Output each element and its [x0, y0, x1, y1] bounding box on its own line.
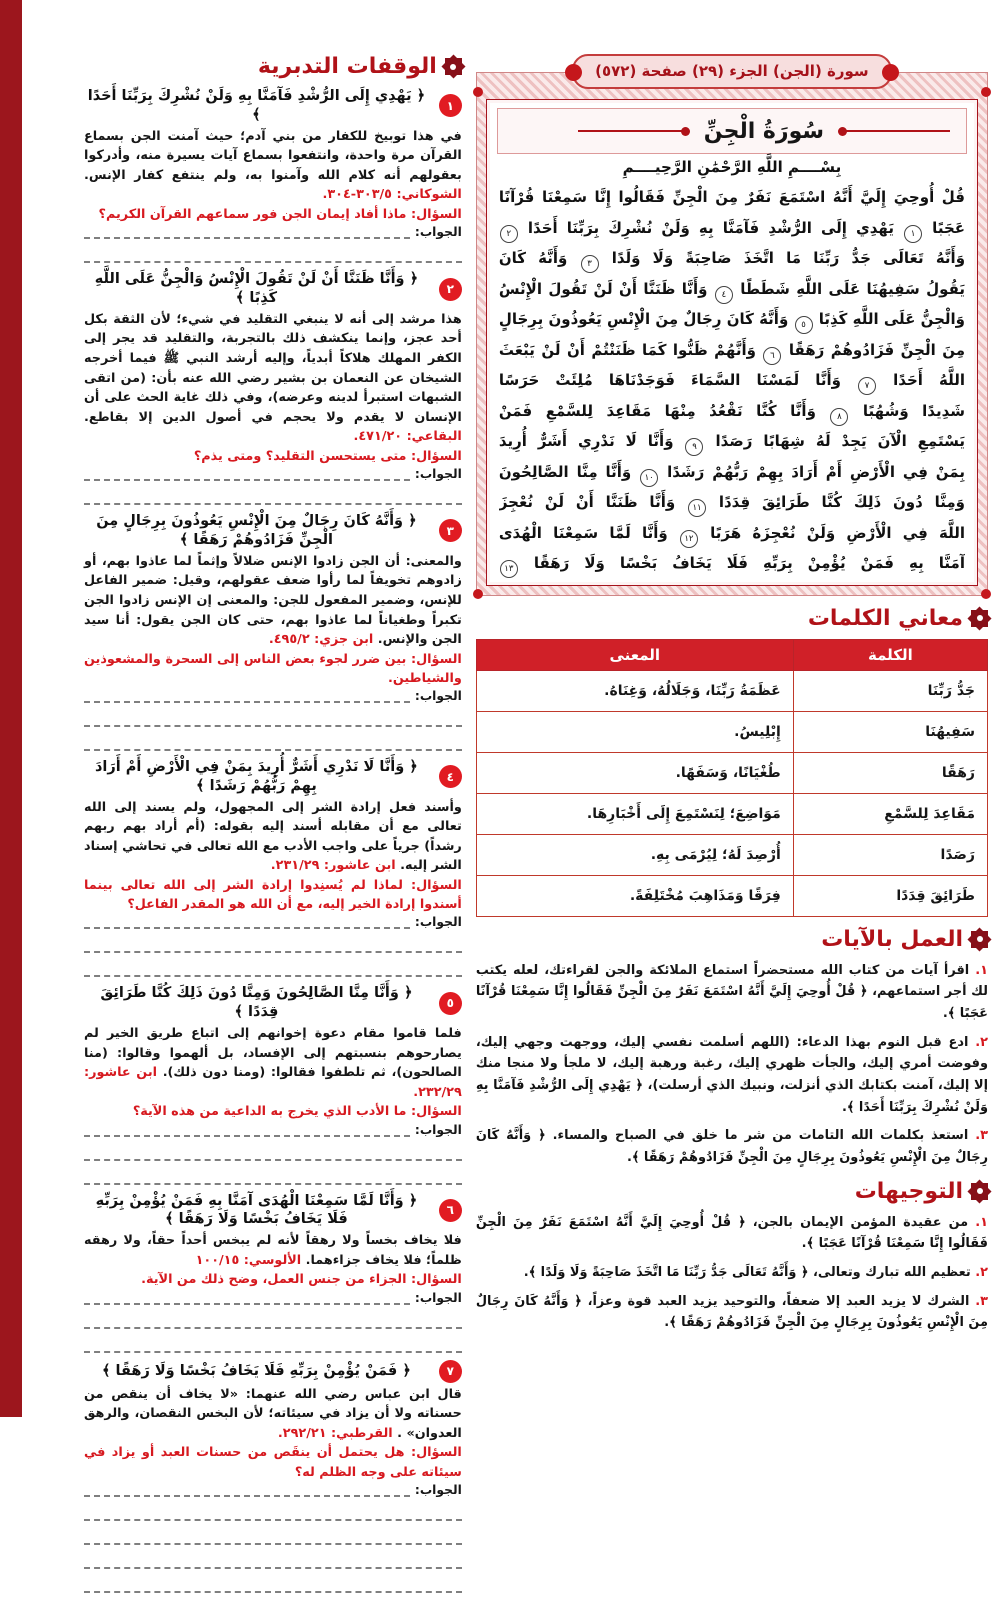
rosette-icon — [971, 931, 988, 948]
mushaf-line: اللَّهُ أَحَدًا ٧ وَأَنَّا لَمَسْنَا السَّمَاءَ فَوَجَدْنَاهَا مُلِئَتْ حَرَسًا — [499, 365, 965, 396]
word-meaning-row — [476, 793, 987, 834]
ornament-icon — [578, 130, 688, 132]
question-label: السؤال: — [410, 448, 462, 464]
source-reference: البقاعي: ٤٧١/٢٠. — [353, 429, 462, 445]
word-meanings-rows — [476, 670, 987, 916]
question-text — [84, 205, 462, 224]
item-number-badge: ٣ — [439, 519, 462, 542]
ayah-quote: ﴿ يَهْدِي إِلَى الرُّشْدِ فَآمَنَّا بِهِ وَلَنْ نُشْرِكَ بِرَبِّنَا أَحَدًا ﴾ — [87, 88, 426, 123]
ayah-quote-row — [84, 984, 462, 1022]
word-meanings-table — [476, 639, 988, 917]
ayah-number-marker: ٣ — [581, 255, 599, 273]
tadabbur-items — [84, 87, 462, 1593]
item-commentary — [84, 1385, 462, 1444]
quran-column — [476, 54, 988, 1600]
item-suffix: . — [942, 1005, 948, 1021]
question-body: هل يحتمل أن ينقَص من حسنات العبد أو يزاد في سيئاته على وجه الظلم له؟ — [84, 1445, 462, 1480]
answer-label: الجواب: — [414, 915, 462, 930]
question-text — [84, 876, 462, 914]
section-title-tawjihat: التوجيهات — [854, 1178, 963, 1204]
answer-row — [84, 1290, 462, 1305]
mushaf-line: عَجَبًا ١ يَهْدِي إِلَى الرُّشْدِ فَآمَنَّا بِهِ وَلَنْ نُشْرِكَ بِرَبِّنَا أَحَدًا ٢ — [499, 213, 965, 244]
mushaf-page — [486, 99, 978, 586]
mushaf-line: بِمَنْ فِي الْأَرْضِ أَمْ أَرَادَ بِهِمْ رَبُّهُمْ رَشَدًا ١٠ وَأَنَّا مِنَّا الصَّالِحُونَ — [499, 457, 965, 488]
item-commentary — [84, 127, 462, 205]
question-label: السؤال: — [410, 1104, 462, 1120]
answer-blank-line — [84, 1290, 410, 1305]
commentary-text: فلما قاموا مقام دعوة إخوانهم إلى اتباع طريق الخير لم يصارحوهم بنسبتهم إلى الإفساد، بل ألهموا وقالوا: (منا الصالحون)، ثم تلطفوا فقالوا: (ومنا دون ذلك). — [84, 1026, 462, 1081]
word-cell: رَصَدًا — [793, 834, 987, 875]
word-meaning-row — [476, 752, 987, 793]
answer-blank-line — [84, 1521, 462, 1545]
item-number: ٢. — [975, 1034, 988, 1050]
ayah-number-marker: ٤ — [715, 286, 733, 304]
mushaf-line: وَأَنَّهُ تَعَالَى جَدُّ رَبِّنَا مَا اتَّخَذَ صَاحِبَةً وَلَا وَلَدًا ٣ وَأَنَّهُ كَانَ — [499, 243, 965, 274]
answer-row — [84, 1482, 462, 1497]
ayah-quote: ﴿ وَأَنَّهُ كَانَ رِجَالٌ مِنَ الْإِنْسِ يَعُوذُونَ بِرِجَالٍ مِنَ الْجِنِّ فَزَادُوهُمْ رَهَقًا ﴾ — [96, 513, 417, 548]
answer-label: الجواب: — [414, 1122, 462, 1137]
page-edge-strip — [0, 0, 22, 1417]
meaning-cell: أُرْصِدَ لَهُ؛ لِيُرْمَى بِهِ. — [476, 834, 793, 875]
section-title-tadabbur: الوقفات التدبرية — [257, 54, 437, 79]
item-suffix: . — [626, 1149, 632, 1165]
answer-label: الجواب: — [414, 1290, 462, 1305]
ayah-quote: ﴿ وَأَنَّا لَمَّا سَمِعْنَا الْهُدَى آمَنَّا بِهِ فَمَنْ يُؤْمِنْ بِرَبِّهِ فَلَا يَخَافُ بَخْسًا وَلَا رَهَقًا ﴾ — [95, 1192, 418, 1228]
word-cell: طَرَائِقَ قِدَدًا — [793, 875, 987, 916]
section-header-amal — [476, 927, 988, 952]
commentary-text: وأسند فعل إرادة الشر إلى المجهول، ولم يسند إلى الله تعالى مع أن مقابله أسند إليه بقوله: (أم أراد بهم ربهم رشداً) جرياً على واجب الأدب مع الله تعالى في تحاشي إسناد الشر إليه. — [84, 799, 462, 874]
ayah-number-marker: ٩ — [685, 438, 703, 456]
ayah-quote-row — [84, 1360, 462, 1383]
question-body: الجزاء من جنس العمل، وضح ذلك من الآية. — [141, 1272, 407, 1288]
tawjihat-item — [476, 1262, 988, 1284]
word-cell: مَقَاعِدَ لِلسَّمْعِ — [793, 793, 987, 834]
item-text: ادع قبل النوم بهذا الدعاء: (اللهم أسلمت نفسي إليك، ووجهت وجهي إليك، وفوضت أمري إليك، والجأت ظهري إليك، رغبة ورهبة إليك، لا ملجأ ولا منجا منك إلا إليك، آمنت بكتابك الذي أنزلت، ونبيك الذي أرسلت)، — [475, 1034, 988, 1093]
question-body: ماذا أفاد إيمان الجن فور سماعهم القرآن الكريم؟ — [98, 207, 407, 222]
answer-blank-line — [84, 1122, 410, 1137]
answer-blank-line — [84, 1482, 410, 1497]
ayah-number-marker: ٥ — [795, 316, 813, 334]
question-text — [84, 1443, 462, 1481]
answer-label: الجواب: — [414, 225, 462, 240]
question-body: متى يستحسن التقليد؟ ومتى يذم؟ — [193, 448, 407, 464]
item-text: اقرأ آيات من كتاب الله مستحضراً استماع الملائكة والجن لقراءتك، لعله يكتب لك أجر استماعهم، — [475, 962, 988, 1000]
mushaf-line: آمَنَّا بِهِ فَمَنْ يُؤْمِنْ بِرَبِّهِ فَلَا يَخَافُ بَخْسًا وَلَا رَهَقًا ١٣ — [499, 548, 965, 579]
section-header-word-meanings — [476, 606, 988, 631]
item-number-badge: ٧ — [439, 1360, 462, 1383]
answer-blank-line — [84, 1497, 462, 1521]
question-text — [84, 650, 462, 688]
item-text: الشرك لا يزيد العبد إلا ضعفاً، والتوحيد يزيد العبد قوة وعزاً، — [581, 1293, 970, 1309]
commentary-text: والمعنى: أن الجن زادوا الإنس ضلالاً وإثماً لما عاذوا بهم، أو زادوهم تخويفاً لما رأوا ضعف عقولهم، وقيل: ضمير الفاعل للإنس، وضمير المفعول للجن: والمعنى إن الإنس زادوا الجن تكبراً وطغياناً لما عاذوا بهم، حتى كان الجن يقول: أنا سيد الجن والإنس. — [84, 553, 462, 648]
item-number-badge: ١ — [439, 94, 462, 117]
answer-row — [84, 224, 462, 239]
word-meaning-row — [476, 834, 987, 875]
mushaf-line: شَدِيدًا وَشُهُبًا ٨ وَأَنَّا كُنَّا نَقْعُدُ مِنْهَا مَقَاعِدَ لِلسَّمْعِ فَمَنْ — [499, 396, 965, 427]
ayah-number-marker: ٢ — [500, 225, 518, 243]
ayah-number-marker: ١ — [904, 225, 922, 243]
item-number-badge: ٥ — [439, 992, 462, 1015]
answer-blank-line — [84, 953, 462, 977]
inline-ayah-quote: ﴿ قُلْ أُوحِيَ إِلَيَّ أَنَّهُ اسْتَمَعَ نَفَرٌ مِنَ الْجِنِّ فَقَالُوا إِنَّا سَمِعْنَا قُرْآنًا عَجَبًا ﴾ — [475, 984, 988, 1021]
answer-label: الجواب: — [414, 1482, 462, 1497]
amal-item — [476, 1125, 988, 1168]
answer-blank-line — [84, 466, 410, 481]
meaning-cell: مَوَاضِعَ؛ لِنَسْتَمِعَ إِلَى أَخْبَارِهَا. — [476, 793, 793, 834]
item-commentary — [84, 310, 462, 447]
item-text: من عقيدة المؤمن الإيمان بالجن، — [745, 1214, 969, 1230]
question-label: السؤال: — [410, 651, 462, 667]
answer-blank-line — [84, 239, 462, 263]
tadabbur-item — [84, 87, 462, 263]
meaning-cell: عَظَمَةُ رَبِّنَا، وَجَلَالُهُ، وَغِنَاهُ. — [476, 670, 793, 711]
basmala: بِسْــــمِ اللَّهِ الرَّحْمَٰنِ الرَّحِيــــمِ — [622, 158, 842, 176]
answer-blank-line — [84, 1305, 462, 1329]
item-number-badge: ٢ — [439, 278, 462, 301]
section-title-word-meanings: معاني الكلمات — [807, 605, 963, 631]
answer-label: الجواب: — [414, 467, 462, 482]
question-body: لماذا لم يُسنِدوا إرادة الشر إلى الله تعالى بينما أسندوا إرادة الخير إليه، مع أن الله هو المقدر الفاعل؟ — [84, 878, 462, 913]
ayah-number-marker: ٧ — [858, 377, 876, 395]
amal-item — [476, 960, 988, 1025]
inline-ayah-quote: ﴿ قُلْ أُوحِيَ إِلَيَّ أَنَّهُ اسْتَمَعَ نَفَرٌ مِنَ الْجِنِّ فَقَالُوا إِنَّا سَمِعْنَا قُرْآنًا عَجَبًا ﴾ — [475, 1214, 988, 1252]
answer-blank-line — [84, 1161, 462, 1185]
item-number: ٣. — [975, 1128, 988, 1144]
corner-dot-icon — [473, 87, 483, 97]
mushaf-line: وَالْجِنُّ عَلَى اللَّهِ كَذِبًا ٥ وَأَنَّهُ كَانَ رِجَالٌ مِنَ الْإِنْسِ يَعُوذُونَ بِرِجَالٍ — [499, 304, 965, 335]
tadabbur-item — [84, 984, 462, 1184]
mushaf-line: يَسْتَمِعِ الْآنَ يَجِدْ لَهُ شِهَابًا رَصَدًا ٩ وَأَنَّا لَا نَدْرِي أَشَرٌّ أُرِيدَ — [499, 426, 965, 457]
item-number: ١. — [975, 962, 988, 978]
item-number-badge: ٤ — [439, 765, 462, 788]
ayah-quote: ﴿ وَأَنَّا لَا نَدْرِي أَشَرٌّ أُرِيدَ بِمَنْ فِي الْأَرْضِ أَمْ أَرَادَ بِهِمْ رَبُّهُمْ رَشَدًا ﴾ — [94, 759, 418, 794]
question-text — [84, 1270, 462, 1289]
answer-blank-line — [84, 1545, 462, 1569]
commentary-text: فلا يخاف بخساً ولا رهقاً لأنه لم يبخس أحداً حقاً، ولا رهقه ظلماً؛ فلا يخاف جزاءهما. — [84, 1233, 462, 1268]
ayah-number-marker: ١٣ — [500, 560, 518, 578]
inline-ayah-quote: ﴿ وَأَنَّهُ كَانَ رِجَالٌ مِنَ الْإِنْسِ يَعُوذُونَ بِرِجَالٍ مِنَ الْجِنِّ فَزَادُوهُمْ رَهَقًا ﴾ — [475, 1293, 988, 1331]
mushaf-line: قُلْ أُوحِيَ إِلَيَّ أَنَّهُ اسْتَمَعَ نَفَرٌ مِنَ الْجِنِّ فَقَالُوا إِنَّا سَمِعْنَا قُرْآنًا — [498, 188, 965, 206]
answer-blank-line — [84, 703, 462, 727]
answer-blank-line — [84, 688, 410, 703]
ornament-icon — [840, 130, 950, 132]
ayah-quote: ﴿ وَأَنَّا مِنَّا الصَّالِحُونَ وَمِنَّا دُونَ ذَلِكَ كُنَّا طَرَائِقَ قِدَدًا ﴾ — [100, 985, 413, 1021]
ayah-number-marker: ٨ — [830, 408, 848, 426]
mushaf-line: وَمِنَّا دُونَ ذَلِكَ كُنَّا طَرَائِقَ قِدَدًا ١١ وَأَنَّا ظَنَنَّا أَنْ لَنْ نُعْجِزَ — [499, 487, 965, 518]
question-body: ما الأدب الذي يخرج به الداعية من هذه الآية؟ — [132, 1104, 407, 1120]
answer-blank-line — [84, 1329, 462, 1353]
ayah-quote: ﴿ وَأَنَّا ظَنَنَّا أَنْ لَنْ تَقُولَ الْإِنْسُ وَالْجِنُّ عَلَى اللَّهِ كَذِبًا ﴾ — [94, 271, 419, 307]
corner-dot-icon — [981, 589, 991, 599]
answer-blank-line — [84, 1137, 462, 1161]
item-number: ٣. — [975, 1293, 988, 1309]
tawjihat-item — [476, 1291, 988, 1334]
ayah-number-marker: ٦ — [763, 347, 781, 365]
section-title-amal: العمل بالآيات — [821, 926, 963, 952]
answer-row — [84, 914, 462, 929]
source-reference: الألوسي: ١٠٠/١٥ — [195, 1252, 302, 1268]
mushaf-page-banner: سورة (الجن) الجزء (٢٩) صفحة (٥٧٢) — [572, 54, 892, 89]
question-label: السؤال: — [410, 207, 462, 222]
commentary-text: في هذا توبيخ للكفار من بني آدم؛ حيث آمنت الجن بسماع القرآن مرة واحدة، وانتفعوا بسماع آيات يسيرة منه، وأدركوا بعقولهم أنه كلام الله وآمنوا به، ولم ينتفع كفار الإنس. — [84, 128, 462, 183]
ayah-quote-row — [84, 512, 462, 550]
item-text: تعظيم الله تبارك وتعالى، — [808, 1264, 971, 1280]
item-number: ١. — [975, 1214, 989, 1230]
word-meaning-row — [476, 670, 987, 711]
tadabbur-column — [84, 54, 462, 1600]
item-suffix: . — [801, 1236, 807, 1252]
amal-items — [476, 960, 988, 1169]
tadabbur-item — [84, 512, 462, 751]
rosette-icon — [971, 1183, 988, 1200]
ayah-quote-row — [84, 1192, 462, 1230]
mushaf-frame — [476, 72, 988, 596]
answer-row — [84, 1122, 462, 1137]
source-reference: ابن عاشور: ٢٣٢/٢٩. — [84, 1065, 462, 1100]
tadabbur-item — [84, 1360, 462, 1593]
item-suffix: . — [841, 1099, 847, 1115]
answer-blank-line — [84, 914, 410, 929]
question-label: السؤال: — [410, 1445, 462, 1461]
mushaf-line: يَقُولُ سَفِيهُنَا عَلَى اللَّهِ شَطَطًا ٤ وَأَنَّا ظَنَنَّا أَنْ لَنْ تَقُولَ الْإِنْسُ — [499, 274, 965, 305]
question-label: السؤال: — [410, 1272, 462, 1288]
item-suffix: . — [523, 1264, 529, 1280]
answer-blank-line — [84, 727, 462, 751]
ayah-number-marker: ١١ — [688, 499, 706, 517]
word-meaning-row — [476, 875, 987, 916]
mushaf-text — [497, 182, 967, 579]
question-label: السؤال: — [410, 878, 462, 894]
item-commentary — [84, 552, 462, 650]
tadabbur-item — [84, 270, 462, 505]
section-header-tadabbur — [84, 54, 462, 79]
tawjihat-items — [476, 1212, 988, 1334]
tadabbur-item — [84, 1192, 462, 1353]
word-cell: جَدُّ رَبِّنَا — [793, 670, 987, 711]
inline-ayah-quote: ﴿ يَهْدِي إِلَى الرُّشْدِ فَآمَنَّا بِهِ وَلَنْ نُشْرِكَ بِرَبِّنَا أَحَدًا ﴾ — [475, 1077, 988, 1115]
ayah-number-marker: ١٠ — [640, 469, 658, 487]
question-text — [84, 1102, 462, 1121]
question-body: بين ضرر لجوء بعض الناس إلى السحرة والمشعوذين والشياطين. — [84, 651, 462, 686]
mushaf-line: مِنَ الْجِنِّ فَزَادُوهُمْ رَهَقًا ٦ وَأَنَّهُمْ ظَنُّوا كَمَا ظَنَنْتُمْ أَنْ لَنْ يَبْعَثَ — [499, 335, 965, 366]
answer-blank-line — [84, 224, 410, 239]
commentary-text: قال ابن عباس رضي الله عنهما: «لا يخاف أن ينقص من حسناته ولا أن يزاد في سيئاته؛ لأن البخس النقصان، والرهق العدوان» . — [84, 1386, 462, 1441]
item-text: استعذ بكلمات الله التامات من شر ما خلق في الصباح والمساء. — [545, 1128, 969, 1144]
corner-dot-icon — [981, 87, 991, 97]
word-meaning-row — [476, 711, 987, 752]
answer-blank-line — [84, 1569, 462, 1593]
item-number: ٢. — [975, 1264, 988, 1280]
commentary-text: هذا مرشد إلى أنه لا ينبغي التقليد في شيء؛ لأن الثقة بكل أحد عجز، وإنما ينكشف ذلك بالتجربة، والتقليد قد يجر إلى الكفر المهلك هلاكاً أبدياً، وإليه أرشد النبي ﷺ فيما أخرجه الشيخان عن النعمان بن بشير رضي الله عنه بأن: (من اتقى الشبهات استبرأ لدينه وعرضه)، وفي ذلك غاية الحث على أن الإنسان لا يقدم ولا يحجم في أصول الدين إلا بقاطع. — [84, 311, 462, 425]
answer-label: الجواب: — [414, 689, 462, 704]
word-cell: رَهَقًا — [793, 752, 987, 793]
surah-title-box — [497, 108, 967, 154]
mushaf-line: اللَّهَ فِي الْأَرْضِ وَلَنْ نُعْجِزَهُ هَرَبًا ١٢ وَأَنَّا لَمَّا سَمِعْنَا الْهُدَى — [499, 518, 965, 549]
tawjihat-item — [476, 1212, 988, 1255]
ayah-quote: ﴿ فَمَنْ يُؤْمِنْ بِرَبِّهِ فَلَا يَخَافُ بَخْسًا وَلَا رَهَقًا ﴾ — [101, 1362, 411, 1379]
rosette-icon — [445, 58, 462, 75]
source-reference: ابن جزي: ٤٩٥/٢. — [268, 632, 374, 648]
answer-row — [84, 466, 462, 481]
section-header-tawjihat — [476, 1179, 988, 1204]
inline-ayah-quote: ﴿ وَأَنَّهُ تَعَالَى جَدُّ رَبِّنَا مَا اتَّخَذَ صَاحِبَةً وَلَا وَلَدًا ﴾ — [528, 1264, 809, 1280]
meaning-cell: طُغْيَانًا، وَسَفَهًا. — [476, 752, 793, 793]
ayah-quote-row — [84, 87, 462, 125]
column-header-meaning: المعنى — [476, 639, 793, 670]
answer-blank-line — [84, 929, 462, 953]
word-cell: سَفِيهُنَا — [793, 711, 987, 752]
item-suffix: . — [664, 1315, 670, 1331]
source-reference: القرطبي: ٢٩٢/٢١. — [277, 1425, 393, 1441]
rosette-icon — [971, 610, 988, 627]
column-header-word: الكلمة — [793, 639, 987, 670]
item-commentary — [84, 1231, 462, 1270]
item-number-badge: ٦ — [439, 1199, 462, 1222]
item-commentary — [84, 798, 462, 876]
meaning-cell: إِبْلِيسُ. — [476, 711, 793, 752]
question-text — [84, 447, 462, 466]
answer-blank-line — [84, 481, 462, 505]
tadabbur-item — [84, 758, 462, 977]
source-reference: الشوكاني: ٣٠٣/٥-٣٠٤. — [322, 187, 462, 203]
ayah-quote-row — [84, 270, 462, 308]
source-reference: ابن عاشور: ٢٣١/٢٩. — [270, 858, 396, 874]
page-layout — [84, 54, 988, 1600]
meaning-cell: فِرَقًا وَمَذَاهِبَ مُخْتَلِفَةً. — [476, 875, 793, 916]
answer-row — [84, 688, 462, 703]
item-commentary — [84, 1024, 462, 1102]
surah-title: سُورَةُ الْجِنِّ — [703, 118, 824, 144]
ayah-number-marker: ١٢ — [680, 530, 698, 548]
corner-dot-icon — [473, 589, 483, 599]
inline-ayah-quote: ﴿ وَأَنَّهُ كَانَ رِجَالٌ مِنَ الْإِنْسِ يَعُوذُونَ بِرِجَالٍ مِنَ الْجِنِّ فَزَادُوهُمْ رَهَقًا ﴾ — [475, 1128, 988, 1165]
ayah-quote-row — [84, 758, 462, 796]
amal-item — [476, 1032, 988, 1119]
